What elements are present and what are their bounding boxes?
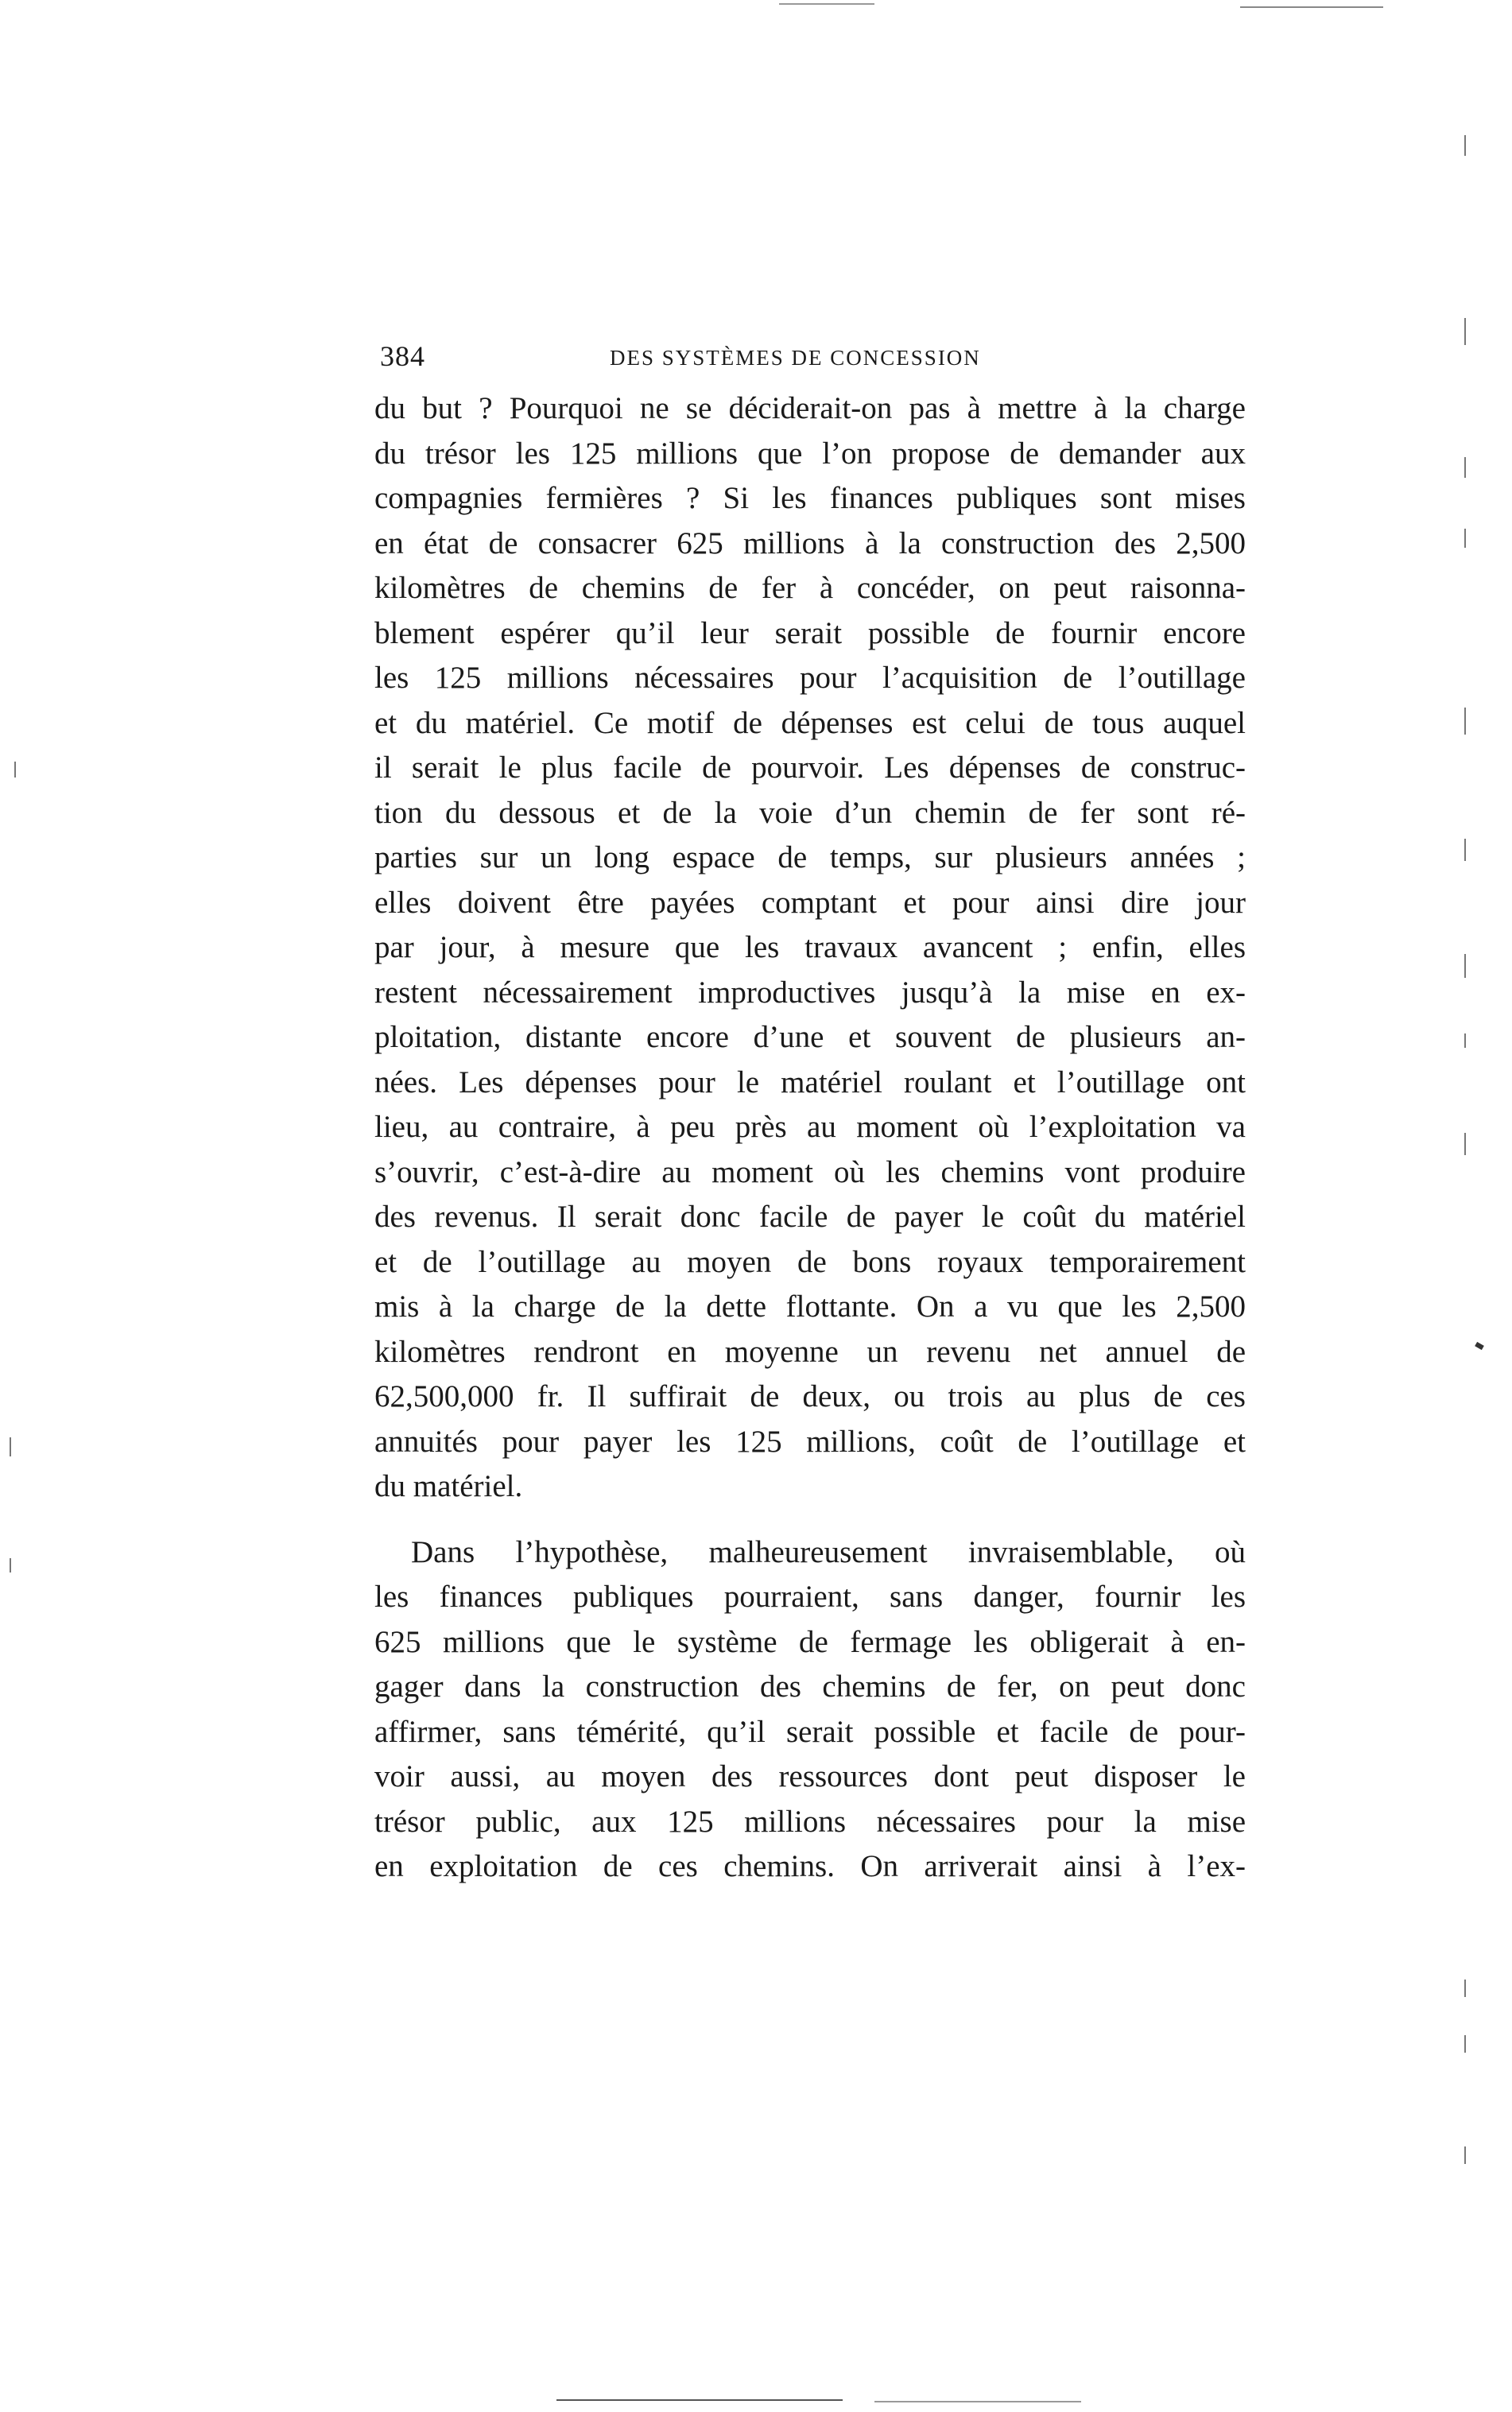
- text-line: ploitation, distante encore d’une et souvent de plusieurs an-: [374, 1020, 1246, 1054]
- margin-tick: [10, 1558, 11, 1572]
- text-line: les finances publiques pourraient, sans danger, fournir les: [374, 1580, 1246, 1614]
- paragraph-2: [374, 1530, 1246, 1890]
- margin-tick: [1464, 529, 1466, 548]
- text-line: mis à la charge de la dette flottante. On a vu que les 2,500: [374, 1289, 1246, 1324]
- text-line: les 125 millions nécessaires pour l’acquisition de l’outillage: [374, 661, 1246, 695]
- text-line: annuités pour payer les 125 millions, coût de l’outillage et: [374, 1424, 1246, 1459]
- margin-tick: [1464, 1980, 1466, 1997]
- text-line: il serait le plus facile de pourvoir. Les dépenses de construc-: [374, 750, 1246, 785]
- running-head: DES SYSTÈMES DE CONCESSION: [610, 346, 981, 370]
- text-line: du but ? Pourquoi ne se déciderait-on pas à mettre à la charge: [374, 391, 1246, 425]
- text-line: kilomètres rendront en moyenne un revenu net annuel de: [374, 1334, 1246, 1369]
- text-line: 62,500,000 fr. Il suffirait de deux, ou trois au plus de ces: [374, 1379, 1246, 1413]
- page-header: [380, 332, 1032, 380]
- text-line: s’ouvrir, c’est-à-dire au moment où les chemins vont produire: [374, 1154, 1246, 1189]
- text-line: tion du dessous et de la voie d’un chemin de fer sont ré-: [374, 795, 1246, 830]
- top-scan-edge: [779, 3, 874, 5]
- text-line: parties sur un long espace de temps, sur plusieurs années ;: [374, 840, 1246, 874]
- margin-tick: [1464, 457, 1466, 478]
- bottom-scan-edge: [556, 2399, 843, 2401]
- margin-tick: [14, 762, 16, 778]
- text-line: elles doivent être payées comptant et pour ainsi dire jour: [374, 885, 1246, 920]
- margin-speck: [1475, 1342, 1484, 1350]
- text-line: trésor public, aux 125 millions nécessaires pour la mise: [374, 1804, 1246, 1839]
- paragraph-1: [374, 386, 1246, 1510]
- text-line: du trésor les 125 millions que l’on propose de demander aux: [374, 436, 1246, 471]
- margin-tick: [1464, 708, 1466, 735]
- text-line: Dans l’hypothèse, malheureusement invraisemblable, où: [411, 1534, 1246, 1569]
- text-line: nées. Les dépenses pour le matériel roulant et l’outillage ont: [374, 1064, 1246, 1099]
- margin-tick: [1464, 1033, 1466, 1048]
- text-line: par jour, à mesure que les travaux avancent ; enfin, elles: [374, 930, 1246, 964]
- margin-tick: [1464, 1133, 1466, 1155]
- text-line: compagnies fermières ? Si les finances publiques sont mises: [374, 481, 1246, 515]
- text-line: gager dans la construction des chemins de fer, on peut donc: [374, 1669, 1246, 1704]
- margin-tick: [10, 1437, 11, 1456]
- text-line: restent nécessairement improductives jusqu’à la mise en ex-: [374, 975, 1246, 1010]
- text-line: affirmer, sans témérité, qu’il serait possible et facile de pour-: [374, 1714, 1246, 1749]
- text-line: en exploitation de ces chemins. On arriverait ainsi à l’ex-: [374, 1849, 1246, 1883]
- text-line: kilomètres de chemins de fer à concéder, on peut raisonna-: [374, 571, 1246, 605]
- margin-tick: [1464, 2146, 1466, 2164]
- text-line: et du matériel. Ce motif de dépenses est celui de tous auquel: [374, 705, 1246, 740]
- margin-tick: [1464, 2035, 1466, 2053]
- text-line: et de l’outillage au moyen de bons royaux temporairement: [374, 1244, 1246, 1279]
- text-line: en état de consacrer 625 millions à la construction des 2,500: [374, 525, 1246, 560]
- top-scan-edge-right: [1240, 6, 1383, 8]
- text-line: blement espérer qu’il leur serait possible de fournir encore: [374, 615, 1246, 650]
- bottom-scan-edge-right: [874, 2401, 1081, 2402]
- margin-tick: [1464, 839, 1466, 861]
- text-line: lieu, au contraire, à peu près au moment où l’exploitation va: [374, 1110, 1246, 1144]
- page-number: 384: [380, 340, 425, 372]
- text-line: des revenus. Il serait donc facile de payer le coût du matériel: [374, 1200, 1246, 1234]
- margin-tick: [1464, 954, 1466, 978]
- margin-tick: [1464, 318, 1466, 345]
- text-line: 625 millions que le système de fermage les obligerait à en-: [374, 1624, 1246, 1659]
- body-text: [374, 386, 1246, 1890]
- text-line: voir aussi, au moyen des ressources dont peut disposer le: [374, 1759, 1246, 1793]
- text-line: du matériel.: [374, 1469, 523, 1503]
- margin-tick: [1464, 135, 1466, 156]
